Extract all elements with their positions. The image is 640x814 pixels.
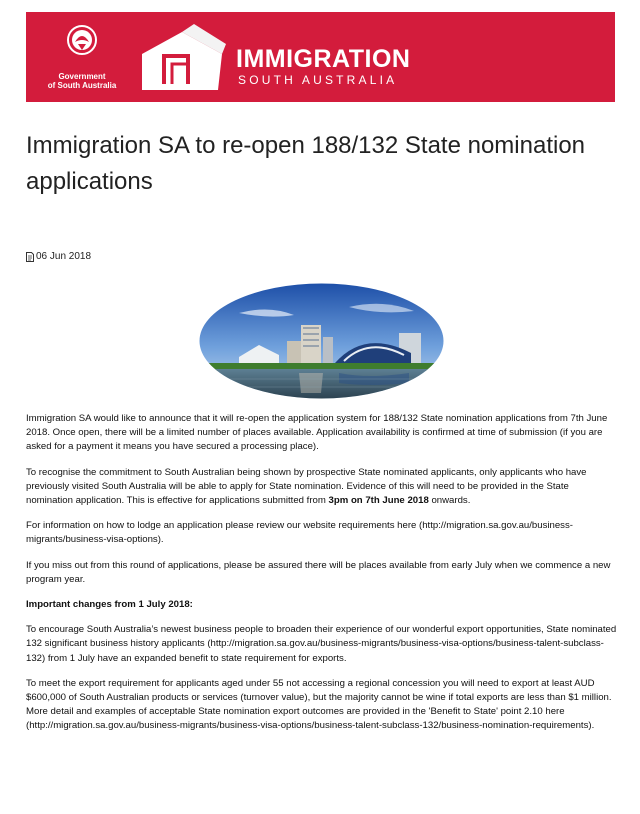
- paragraph-visit-requirement: [26, 466, 618, 509]
- brand-title: IMMIGRATION: [236, 45, 411, 73]
- immigration-sa-logo-icon[interactable]: [134, 24, 226, 92]
- paragraph-miss-out: If you miss out from this round of applications, please be assured there will be places available from early July when we commence a new program year.: [26, 559, 611, 585]
- paragraph-export-opportunities: To encourage South Australia’s newest business people to broaden their experience of our wonderful export opportunities, State nominated 132 significant business history applicants (http://migration.sa.gov.au/business-migrants/business-visa-options/business-talent-subclass-132) from 1 July have an expanded benefit to state requirement for exports.: [26, 624, 617, 664]
- paragraph-export-requirement: To meet the export requirement for applicants aged under 55 not accessing a regional concession you will need to export at least AUD $600,000 of South Australian products or services (turnover value), but the majority cannot be wine if total exports are less than $1 million. More detail and examples of acceptable State nomination export outcomes are provided in the 'Benefit to State' point 2.10 here (http://migration.sa.gov.au/business-migrants/business-visa-options/business-talent-subclass-132/business-nomination-requirements).: [26, 677, 612, 732]
- header-banner: [26, 12, 615, 102]
- government-name-line2: of South Australia: [47, 81, 117, 90]
- paragraph-visit-tail: onwards.: [428, 495, 471, 507]
- important-changes-heading-text: Important changes from 1 July 2018:: [26, 599, 193, 611]
- government-name-line1: Government: [58, 72, 106, 81]
- important-changes-heading: [26, 598, 618, 612]
- piping-shrike-crest-icon: [66, 24, 98, 60]
- paragraph-lodge-info: For information on how to lodge an application please review our website requirements here (http://migration.sa.gov.au/business-migrants/business-visa-options).: [26, 520, 573, 546]
- article-title: Immigration SA to re-open 188/132 State nomination applications: [26, 132, 586, 195]
- adelaide-skyline-image: [199, 283, 444, 399]
- paragraph-reopen: Immigration SA would like to announce that it will re-open the application system for 188/132 State nomination applications from 7th June 2018. Once open, there will be a limited number of places available. Application availability is confirmed at time of submission (if you are asked for a payment it means you have secured a processing place).: [26, 413, 608, 453]
- deadline-bold: 3pm on 7th June 2018: [328, 495, 429, 507]
- paragraph-visit-text: To recognise the commitment to South Australian being shown by prospective State nominated applicants, only applicants who have previously visited South Australia will be able to apply for State nomination. Evidence of this will need to be provided in the State nomination application. This is effective for applications submitted from: [26, 466, 587, 507]
- brand-subtitle: SOUTH AUSTRALIA: [238, 73, 398, 87]
- government-name: [42, 72, 122, 90]
- document-icon: [26, 252, 34, 262]
- article-date-text: 06 Jun 2018: [36, 251, 92, 262]
- government-logo[interactable]: [42, 22, 122, 92]
- article-body: [26, 412, 618, 745]
- article-date: [26, 251, 91, 262]
